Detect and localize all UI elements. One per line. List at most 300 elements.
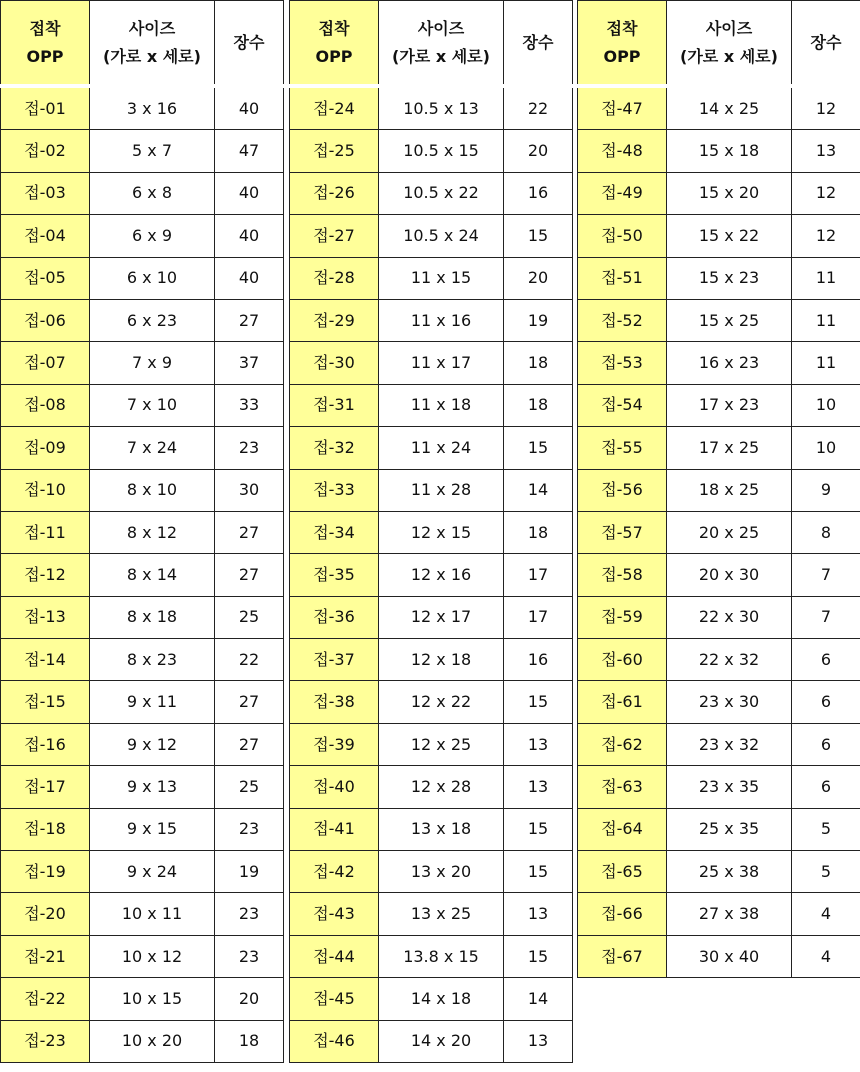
code-cell: 접-22 xyxy=(1,978,90,1020)
code-cell: 접-11 xyxy=(1,511,90,553)
code-cell: 접-05 xyxy=(1,257,90,299)
code-cell: 접-39 xyxy=(290,723,379,765)
code-cell: 접-19 xyxy=(1,851,90,893)
size-table-block-1 xyxy=(0,0,284,1063)
count-cell: 30 xyxy=(215,469,284,511)
size-cell: 11 x 15 xyxy=(379,257,504,299)
count-cell: 17 xyxy=(504,596,573,638)
code-cell: 접-29 xyxy=(290,299,379,341)
code-cell: 접-49 xyxy=(578,172,667,214)
code-cell: 접-61 xyxy=(578,681,667,723)
code-cell: 접-04 xyxy=(1,215,90,257)
size-cell: 10.5 x 24 xyxy=(379,215,504,257)
count-cell: 11 xyxy=(792,257,860,299)
count-cell: 19 xyxy=(504,299,573,341)
code-cell: 접-23 xyxy=(1,1020,90,1062)
count-cell: 20 xyxy=(504,130,573,172)
code-cell: 접-21 xyxy=(1,935,90,977)
count-cell: 18 xyxy=(215,1020,284,1062)
size-cell: 9 x 11 xyxy=(90,681,215,723)
size-header-line1: 사이즈 xyxy=(705,18,753,38)
table-row xyxy=(578,893,860,935)
size-cell: 22 x 32 xyxy=(667,639,792,681)
table-body xyxy=(290,86,573,1062)
count-cell: 12 xyxy=(792,86,860,130)
size-cell: 12 x 22 xyxy=(379,681,504,723)
size-header-line2: (가로 x 세로) xyxy=(392,46,490,66)
count-cell: 27 xyxy=(215,681,284,723)
size-cell: 9 x 12 xyxy=(90,723,215,765)
table-row xyxy=(290,427,573,469)
size-cell: 15 x 25 xyxy=(667,299,792,341)
table-row xyxy=(1,851,284,893)
code-cell: 접-36 xyxy=(290,596,379,638)
size-cell: 23 x 32 xyxy=(667,723,792,765)
size-header-line1: 사이즈 xyxy=(128,18,176,38)
size-cell: 15 x 18 xyxy=(667,130,792,172)
count-cell: 33 xyxy=(215,384,284,426)
code-cell: 접-20 xyxy=(1,893,90,935)
code-header-line2: OPP xyxy=(26,46,64,66)
code-cell: 접-34 xyxy=(290,511,379,553)
count-cell: 40 xyxy=(215,215,284,257)
table-row xyxy=(578,427,860,469)
size-cell: 6 x 8 xyxy=(90,172,215,214)
size-table-block-2 xyxy=(289,0,573,1063)
size-cell: 15 x 23 xyxy=(667,257,792,299)
table-header-row xyxy=(578,1,860,87)
table-row xyxy=(1,978,284,1020)
size-cell: 8 x 14 xyxy=(90,554,215,596)
table-row xyxy=(290,639,573,681)
code-cell: 접-13 xyxy=(1,596,90,638)
size-cell: 12 x 17 xyxy=(379,596,504,638)
size-cell: 10.5 x 13 xyxy=(379,86,504,130)
count-cell: 22 xyxy=(215,639,284,681)
count-cell: 11 xyxy=(792,342,860,384)
code-cell: 접-54 xyxy=(578,384,667,426)
table-body xyxy=(578,86,860,978)
count-cell: 15 xyxy=(504,215,573,257)
size-cell: 3 x 16 xyxy=(90,86,215,130)
code-cell: 접-62 xyxy=(578,723,667,765)
count-cell: 23 xyxy=(215,893,284,935)
count-cell: 8 xyxy=(792,511,860,553)
count-cell: 18 xyxy=(504,342,573,384)
size-column-header xyxy=(379,1,504,87)
count-cell: 13 xyxy=(504,1020,573,1062)
table-header-row xyxy=(290,1,573,87)
code-column-header xyxy=(290,1,379,87)
table-row xyxy=(1,469,284,511)
table-row xyxy=(290,851,573,893)
code-cell: 접-66 xyxy=(578,893,667,935)
code-column-header xyxy=(578,1,667,87)
size-cell: 10 x 12 xyxy=(90,935,215,977)
code-cell: 접-30 xyxy=(290,342,379,384)
size-header-line1: 사이즈 xyxy=(417,18,465,38)
table-row xyxy=(1,215,284,257)
code-cell: 접-51 xyxy=(578,257,667,299)
size-cell: 9 x 13 xyxy=(90,766,215,808)
code-cell: 접-37 xyxy=(290,639,379,681)
count-cell: 12 xyxy=(792,172,860,214)
count-cell: 40 xyxy=(215,257,284,299)
table-row xyxy=(1,172,284,214)
code-cell: 접-31 xyxy=(290,384,379,426)
table-row xyxy=(290,723,573,765)
code-cell: 접-28 xyxy=(290,257,379,299)
size-cell: 12 x 28 xyxy=(379,766,504,808)
size-cell: 10.5 x 22 xyxy=(379,172,504,214)
count-cell: 27 xyxy=(215,554,284,596)
size-cell: 16 x 23 xyxy=(667,342,792,384)
code-cell: 접-52 xyxy=(578,299,667,341)
table-row xyxy=(578,384,860,426)
size-cell: 25 x 38 xyxy=(667,851,792,893)
size-cell: 13 x 18 xyxy=(379,808,504,850)
code-cell: 접-09 xyxy=(1,427,90,469)
code-cell: 접-10 xyxy=(1,469,90,511)
table-row xyxy=(290,215,573,257)
count-cell: 40 xyxy=(215,172,284,214)
count-cell: 11 xyxy=(792,299,860,341)
code-cell: 접-42 xyxy=(290,851,379,893)
table-row xyxy=(290,511,573,553)
size-cell: 7 x 10 xyxy=(90,384,215,426)
count-cell: 6 xyxy=(792,681,860,723)
table-row xyxy=(290,469,573,511)
code-cell: 접-25 xyxy=(290,130,379,172)
size-table-3 xyxy=(577,0,860,978)
size-cell: 11 x 16 xyxy=(379,299,504,341)
count-cell: 5 xyxy=(792,851,860,893)
size-cell: 25 x 35 xyxy=(667,808,792,850)
code-cell: 접-53 xyxy=(578,342,667,384)
table-row xyxy=(290,299,573,341)
code-cell: 접-38 xyxy=(290,681,379,723)
size-cell: 22 x 30 xyxy=(667,596,792,638)
code-cell: 접-44 xyxy=(290,935,379,977)
code-cell: 접-01 xyxy=(1,86,90,130)
table-row xyxy=(578,299,860,341)
table-row xyxy=(290,978,573,1020)
table-row xyxy=(1,86,284,130)
code-cell: 접-15 xyxy=(1,681,90,723)
table-row xyxy=(290,766,573,808)
size-cell: 15 x 22 xyxy=(667,215,792,257)
table-row xyxy=(1,554,284,596)
size-table-block-3 xyxy=(577,0,860,978)
code-cell: 접-59 xyxy=(578,596,667,638)
table-row xyxy=(578,469,860,511)
count-cell: 16 xyxy=(504,172,573,214)
table-row xyxy=(1,596,284,638)
count-cell: 19 xyxy=(215,851,284,893)
size-cell: 17 x 25 xyxy=(667,427,792,469)
size-cell: 6 x 23 xyxy=(90,299,215,341)
size-cell: 20 x 30 xyxy=(667,554,792,596)
table-row xyxy=(578,554,860,596)
code-cell: 접-24 xyxy=(290,86,379,130)
count-cell: 4 xyxy=(792,893,860,935)
table-row xyxy=(1,681,284,723)
table-row xyxy=(1,935,284,977)
size-cell: 23 x 30 xyxy=(667,681,792,723)
size-cell: 9 x 15 xyxy=(90,808,215,850)
table-header-row xyxy=(1,1,284,87)
size-cell: 8 x 23 xyxy=(90,639,215,681)
size-cell: 17 x 23 xyxy=(667,384,792,426)
count-cell: 4 xyxy=(792,935,860,977)
table-row xyxy=(1,299,284,341)
count-cell: 6 xyxy=(792,766,860,808)
table-row xyxy=(1,1020,284,1062)
size-cell: 12 x 18 xyxy=(379,639,504,681)
size-cell: 27 x 38 xyxy=(667,893,792,935)
code-cell: 접-56 xyxy=(578,469,667,511)
code-header-line1: 접착 xyxy=(318,18,350,38)
count-cell: 10 xyxy=(792,384,860,426)
table-row xyxy=(290,808,573,850)
count-cell: 13 xyxy=(504,766,573,808)
count-column-header: 장수 xyxy=(792,1,860,87)
size-cell: 13 x 25 xyxy=(379,893,504,935)
table-row xyxy=(578,342,860,384)
code-cell: 접-40 xyxy=(290,766,379,808)
count-cell: 16 xyxy=(504,639,573,681)
count-cell: 23 xyxy=(215,427,284,469)
count-cell: 7 xyxy=(792,596,860,638)
table-row xyxy=(290,935,573,977)
table-row xyxy=(578,511,860,553)
size-cell: 10 x 20 xyxy=(90,1020,215,1062)
code-cell: 접-18 xyxy=(1,808,90,850)
code-cell: 접-60 xyxy=(578,639,667,681)
size-cell: 10 x 11 xyxy=(90,893,215,935)
code-cell: 접-35 xyxy=(290,554,379,596)
size-cell: 8 x 18 xyxy=(90,596,215,638)
table-row xyxy=(1,893,284,935)
code-cell: 접-57 xyxy=(578,511,667,553)
code-cell: 접-14 xyxy=(1,639,90,681)
size-header-line2: (가로 x 세로) xyxy=(103,46,201,66)
table-row xyxy=(1,427,284,469)
count-column-header: 장수 xyxy=(504,1,573,87)
size-cell: 8 x 12 xyxy=(90,511,215,553)
count-cell: 13 xyxy=(504,723,573,765)
code-cell: 접-65 xyxy=(578,851,667,893)
table-row xyxy=(578,257,860,299)
code-cell: 접-43 xyxy=(290,893,379,935)
count-cell: 15 xyxy=(504,935,573,977)
code-cell: 접-02 xyxy=(1,130,90,172)
count-cell: 27 xyxy=(215,511,284,553)
table-row xyxy=(290,384,573,426)
size-cell: 12 x 16 xyxy=(379,554,504,596)
count-cell: 25 xyxy=(215,596,284,638)
code-cell: 접-67 xyxy=(578,935,667,977)
size-cell: 6 x 9 xyxy=(90,215,215,257)
code-header-line2: OPP xyxy=(315,46,353,66)
table-row xyxy=(578,851,860,893)
table-row xyxy=(1,808,284,850)
table-row xyxy=(1,766,284,808)
count-cell: 47 xyxy=(215,130,284,172)
table-row xyxy=(290,86,573,130)
code-header-line1: 접착 xyxy=(606,18,638,38)
code-column-header xyxy=(1,1,90,87)
code-cell: 접-50 xyxy=(578,215,667,257)
count-cell: 9 xyxy=(792,469,860,511)
table-row xyxy=(578,86,860,130)
table-row xyxy=(1,130,284,172)
size-cell: 6 x 10 xyxy=(90,257,215,299)
table-row xyxy=(578,130,860,172)
size-cell: 18 x 25 xyxy=(667,469,792,511)
code-cell: 접-17 xyxy=(1,766,90,808)
size-cell: 7 x 9 xyxy=(90,342,215,384)
code-header-line1: 접착 xyxy=(29,18,61,38)
code-cell: 접-27 xyxy=(290,215,379,257)
code-cell: 접-33 xyxy=(290,469,379,511)
size-cell: 9 x 24 xyxy=(90,851,215,893)
size-table-1 xyxy=(0,0,284,1063)
table-row xyxy=(1,342,284,384)
code-cell: 접-07 xyxy=(1,342,90,384)
table-row xyxy=(578,808,860,850)
count-cell: 6 xyxy=(792,723,860,765)
count-cell: 37 xyxy=(215,342,284,384)
size-header-line2: (가로 x 세로) xyxy=(680,46,778,66)
count-cell: 5 xyxy=(792,808,860,850)
size-cell: 14 x 20 xyxy=(379,1020,504,1062)
table-row xyxy=(578,681,860,723)
count-column-header: 장수 xyxy=(215,1,284,87)
code-cell: 접-46 xyxy=(290,1020,379,1062)
size-cell: 13.8 x 15 xyxy=(379,935,504,977)
count-cell: 20 xyxy=(504,257,573,299)
table-row xyxy=(290,172,573,214)
count-cell: 27 xyxy=(215,299,284,341)
size-cell: 23 x 35 xyxy=(667,766,792,808)
code-cell: 접-03 xyxy=(1,172,90,214)
size-cell: 12 x 15 xyxy=(379,511,504,553)
count-cell: 13 xyxy=(792,130,860,172)
count-cell: 23 xyxy=(215,935,284,977)
count-cell: 40 xyxy=(215,86,284,130)
size-cell: 14 x 18 xyxy=(379,978,504,1020)
count-cell: 6 xyxy=(792,639,860,681)
code-cell: 접-06 xyxy=(1,299,90,341)
table-row xyxy=(290,130,573,172)
table-row xyxy=(290,893,573,935)
count-cell: 17 xyxy=(504,554,573,596)
table-row xyxy=(578,639,860,681)
size-cell: 11 x 18 xyxy=(379,384,504,426)
table-row xyxy=(290,342,573,384)
code-cell: 접-63 xyxy=(578,766,667,808)
size-cell: 15 x 20 xyxy=(667,172,792,214)
code-cell: 접-48 xyxy=(578,130,667,172)
table-row xyxy=(578,172,860,214)
table-row xyxy=(290,1020,573,1062)
count-cell: 25 xyxy=(215,766,284,808)
code-cell: 접-45 xyxy=(290,978,379,1020)
size-cell: 14 x 25 xyxy=(667,86,792,130)
code-cell: 접-16 xyxy=(1,723,90,765)
table-row xyxy=(1,384,284,426)
count-cell: 15 xyxy=(504,427,573,469)
count-cell: 15 xyxy=(504,808,573,850)
code-cell: 접-32 xyxy=(290,427,379,469)
table-row xyxy=(290,554,573,596)
code-cell: 접-26 xyxy=(290,172,379,214)
size-column-header xyxy=(667,1,792,87)
size-cell: 11 x 28 xyxy=(379,469,504,511)
size-cell: 10.5 x 15 xyxy=(379,130,504,172)
code-cell: 접-08 xyxy=(1,384,90,426)
count-cell: 18 xyxy=(504,511,573,553)
count-cell: 13 xyxy=(504,893,573,935)
table-row xyxy=(578,766,860,808)
count-cell: 15 xyxy=(504,851,573,893)
table-row xyxy=(1,511,284,553)
count-cell: 10 xyxy=(792,427,860,469)
table-row xyxy=(1,257,284,299)
size-cell: 10 x 15 xyxy=(90,978,215,1020)
size-cell: 7 x 24 xyxy=(90,427,215,469)
size-cell: 12 x 25 xyxy=(379,723,504,765)
count-cell: 22 xyxy=(504,86,573,130)
code-cell: 접-64 xyxy=(578,808,667,850)
count-cell: 14 xyxy=(504,978,573,1020)
size-cell: 13 x 20 xyxy=(379,851,504,893)
table-body xyxy=(1,86,284,1062)
count-cell: 7 xyxy=(792,554,860,596)
size-cell: 11 x 17 xyxy=(379,342,504,384)
code-cell: 접-58 xyxy=(578,554,667,596)
size-cell: 20 x 25 xyxy=(667,511,792,553)
table-row xyxy=(578,723,860,765)
size-table-2 xyxy=(289,0,573,1063)
table-row xyxy=(290,596,573,638)
count-cell: 27 xyxy=(215,723,284,765)
table-row xyxy=(290,681,573,723)
code-cell: 접-41 xyxy=(290,808,379,850)
count-cell: 14 xyxy=(504,469,573,511)
count-cell: 18 xyxy=(504,384,573,426)
count-cell: 20 xyxy=(215,978,284,1020)
count-cell: 15 xyxy=(504,681,573,723)
code-cell: 접-55 xyxy=(578,427,667,469)
table-row xyxy=(578,596,860,638)
table-row xyxy=(1,639,284,681)
table-row xyxy=(578,935,860,977)
code-cell: 접-47 xyxy=(578,86,667,130)
table-row xyxy=(1,723,284,765)
table-row xyxy=(578,215,860,257)
count-cell: 12 xyxy=(792,215,860,257)
code-cell: 접-12 xyxy=(1,554,90,596)
size-cell: 5 x 7 xyxy=(90,130,215,172)
size-cell: 8 x 10 xyxy=(90,469,215,511)
code-header-line2: OPP xyxy=(603,46,641,66)
count-cell: 23 xyxy=(215,808,284,850)
size-cell: 11 x 24 xyxy=(379,427,504,469)
table-row xyxy=(290,257,573,299)
size-column-header xyxy=(90,1,215,87)
